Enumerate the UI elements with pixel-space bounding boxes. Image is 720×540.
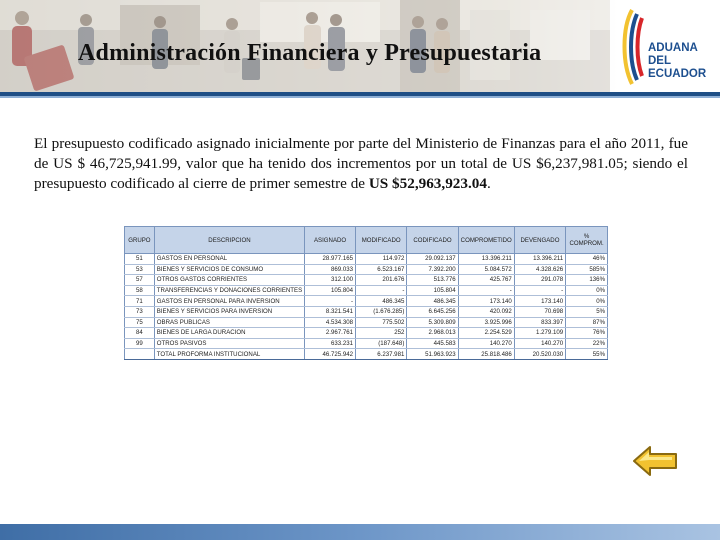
cell-grupo: 58 [125,285,155,296]
total-porcentaje: 55% [566,349,608,360]
cell-asignado: 8.321.541 [305,306,356,317]
col-header-grupo: GRUPO [125,227,155,254]
paragraph-end: . [486,175,491,192]
cell-asignado: 633.231 [305,338,356,349]
cell-modificado: 775.502 [356,317,407,328]
col-header-comprometido: COMPROMETIDO [458,227,514,254]
col-header-porcentaje: % COMPROM. [566,227,608,254]
cell-codificado: 445.583 [407,338,458,349]
cell-devengado: 173.140 [514,296,565,307]
table-row [125,317,608,328]
logo-line-3: ECUADOR [648,68,707,80]
paragraph-text: El presupuesto codificado asignado inicialmente por parte del Ministerio de Finanzas para el año 2011, fue de US $ 46,725,941.99, valor que ha tenido dos incrementos por un total de US $6,237,981.05; siendo el presupuesto codificado al cierre de primer semestre de [34,135,688,192]
cell-modificado: 486.345 [356,296,407,307]
table-row [125,338,608,349]
cell-asignado: - [305,296,356,307]
header-divider-light [0,96,720,98]
cell-descripcion: BIENES Y SERVICIOS DE CONSUMO [154,264,304,275]
cell-codificado: 2.968.013 [407,328,458,339]
cell-descripcion: OTROS GASTOS CORRIENTES [154,275,304,286]
col-header-asignado: ASIGNADO [305,227,356,254]
table-row [125,328,608,339]
aduana-logo-text [648,42,706,81]
cell-devengado: 70.698 [514,306,565,317]
cell-devengado: 140.270 [514,338,565,349]
cell-grupo: 71 [125,296,155,307]
col-header-modificado: MODIFICADO [356,227,407,254]
cell-modificado: (1.676.285) [356,306,407,317]
cell-porcentaje: 5% [566,306,608,317]
table-row [125,285,608,296]
total-descripcion: TOTAL PROFORMA INSTITUCIONAL [154,349,304,360]
cell-modificado: 114.972 [356,254,407,265]
cell-grupo: 73 [125,306,155,317]
cell-porcentaje: 136% [566,275,608,286]
cell-asignado: 869.033 [305,264,356,275]
cell-porcentaje: 22% [566,338,608,349]
cell-grupo: 53 [125,264,155,275]
cell-devengado: 13.396.211 [514,254,565,265]
cell-comprometido: 140.270 [458,338,514,349]
cell-descripcion: GASTOS EN PERSONAL PARA INVERSION [154,296,304,307]
total-devengado: 20.520.030 [514,349,565,360]
cell-porcentaje: 0% [566,285,608,296]
cell-descripcion: GASTOS EN PERSONAL [154,254,304,265]
col-header-devengado: DEVENGADO [514,227,565,254]
table-row [125,264,608,275]
cell-grupo: 75 [125,317,155,328]
logo-line-1: ADUANA [648,42,698,54]
table-total-row [125,349,608,360]
budget-table [124,226,608,360]
cell-modificado: 252 [356,328,407,339]
table-row [125,306,608,317]
cell-asignado: 4.534.308 [305,317,356,328]
cell-grupo: 57 [125,275,155,286]
cell-descripcion: BIENES Y SERVICIOS PARA INVERSION [154,306,304,317]
cell-grupo: 51 [125,254,155,265]
total-asignado: 46.725.942 [305,349,356,360]
cell-descripcion: BIENES DE LARGA DURACION [154,328,304,339]
cell-porcentaje: 0% [566,296,608,307]
col-header-descripcion: DESCRIPCION [154,227,304,254]
cell-porcentaje: 87% [566,317,608,328]
cell-modificado: 201.676 [356,275,407,286]
budget-paragraph [34,134,688,194]
cell-descripcion: TRANSFERENCIAS Y DONACIONES CORRIENTES [154,285,304,296]
cell-grupo: 84 [125,328,155,339]
cell-comprometido: 420.092 [458,306,514,317]
cell-codificado: 5.309.809 [407,317,458,328]
cell-devengado: 291.078 [514,275,565,286]
cell-modificado: 6.523.167 [356,264,407,275]
page-title: Administración Financiera y Presupuestaria [78,40,542,66]
cell-modificado: (187.648) [356,338,407,349]
back-arrow-icon[interactable] [632,444,680,478]
col-header-codificado: CODIFICADO [407,227,458,254]
paragraph-highlight-amount: US $52,963,923.04 [368,175,487,192]
cell-porcentaje: 76% [566,328,608,339]
cell-devengado: 1.279.109 [514,328,565,339]
cell-codificado: 513.776 [407,275,458,286]
cell-codificado: 7.392.200 [407,264,458,275]
cell-comprometido: 3.925.996 [458,317,514,328]
cell-codificado: 486.345 [407,296,458,307]
cell-porcentaje: 46% [566,254,608,265]
cell-comprometido: 5.084.572 [458,264,514,275]
logo-line-2: DEL [648,55,671,67]
total-modificado: 6.237.981 [356,349,407,360]
total-codificado: 51.963.923 [407,349,458,360]
total-grupo [125,349,155,360]
total-comprometido: 25.818.486 [458,349,514,360]
footer-bar [0,524,720,540]
cell-codificado: 6.645.256 [407,306,458,317]
cell-descripcion: OBRAS PUBLICAS [154,317,304,328]
cell-asignado: 28.977.165 [305,254,356,265]
cell-grupo: 99 [125,338,155,349]
table-header-row [125,227,608,254]
cell-comprometido: 425.767 [458,275,514,286]
cell-asignado: 2.967.761 [305,328,356,339]
cell-codificado: 105.804 [407,285,458,296]
cell-devengado: 833.397 [514,317,565,328]
cell-comprometido: 2.254.529 [458,328,514,339]
cell-asignado: 312.100 [305,275,356,286]
cell-devengado: - [514,285,565,296]
cell-codificado: 29.092.137 [407,254,458,265]
cell-modificado: - [356,285,407,296]
cell-comprometido: 13.396.211 [458,254,514,265]
budget-table-container [124,226,608,360]
cell-devengado: 4.328.626 [514,264,565,275]
cell-porcentaje: 585% [566,264,608,275]
table-row [125,275,608,286]
cell-comprometido: 173.140 [458,296,514,307]
cell-comprometido: - [458,285,514,296]
header-banner [0,0,720,92]
table-row [125,254,608,265]
table-row [125,296,608,307]
cell-asignado: 105.804 [305,285,356,296]
cell-descripcion: OTROS PASIVOS [154,338,304,349]
